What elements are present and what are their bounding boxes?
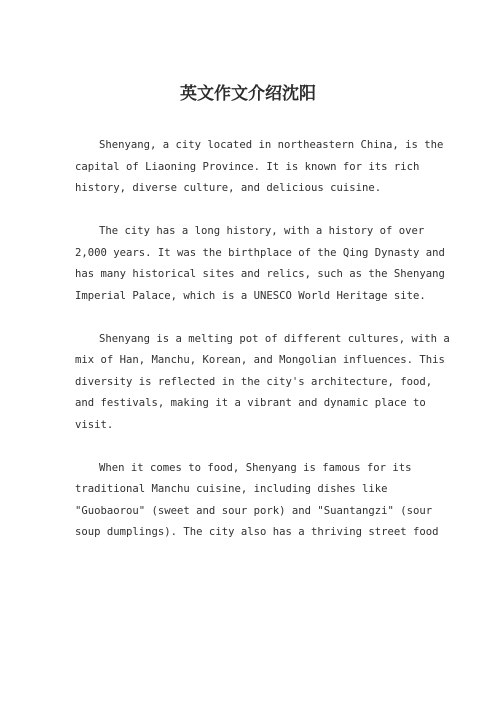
paragraph-line: Shenyang, a city located in northeastern China, is the	[99, 139, 444, 151]
paragraph-line: capital of Liaoning Province. It is known for its rich	[75, 160, 420, 173]
paragraph-line: visit.	[75, 418, 114, 431]
paragraph-food	[75, 458, 439, 544]
paragraph-culture	[75, 329, 450, 437]
paragraph-line: has many historical sites and relics, such as the Shenyang	[75, 268, 445, 280]
paragraph-line: history, diverse culture, and delicious cuisine.	[75, 182, 382, 194]
paragraph-line: soup dumplings). The city also has a thriving street food	[75, 526, 439, 538]
paragraph-line: "Guobaorou" (sweet and sour pork) and "Suantangzi" (sour	[75, 504, 433, 517]
document-title: 英文作文介绍沈阳	[180, 84, 316, 104]
paragraph-line: When it comes to food, Shenyang is famous for its	[99, 461, 412, 474]
paragraph-line: Shenyang is a melting pot of different cultures, with a	[99, 332, 450, 345]
paragraph-line: traditional Manchu cuisine, including dishes like	[75, 483, 388, 495]
paragraph-line: diversity is reflected in the city's architecture, food,	[75, 375, 433, 388]
paragraph-history	[75, 221, 445, 307]
paragraph-line: The city has a long history, with a history of over	[99, 225, 425, 237]
paragraph-line: Imperial Palace, which is a UNESCO World Heritage site.	[75, 289, 426, 302]
paragraph-history-intro	[75, 135, 444, 200]
paragraph-line: and festivals, making it a vibrant and dynamic place to	[75, 397, 426, 409]
paragraph-line: mix of Han, Manchu, Korean, and Mongolian influences. This	[75, 354, 445, 366]
document-body	[75, 135, 450, 565]
paragraph-line: 2,000 years. It was the birthplace of the Qing Dynasty and	[75, 246, 445, 259]
